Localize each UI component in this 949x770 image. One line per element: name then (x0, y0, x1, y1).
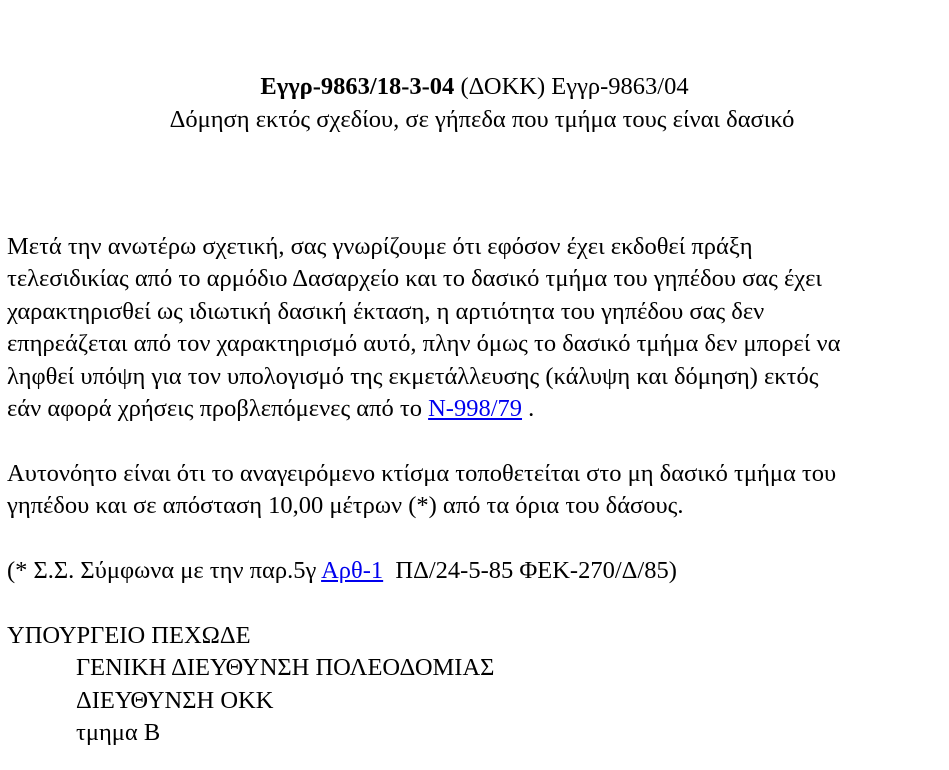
text-line: επηρεάζεται από τον χαρακτηρισμό αυτό, πλην όμως το δασικό τμήμα δεν μπορεί να (7, 330, 841, 358)
text-fragment: εάν αφορά χρήσεις προβλεπόμενες από το (7, 395, 429, 423)
article-link-arth-1[interactable]: Αρθ-1 (321, 557, 384, 585)
text-line: χαρακτηρισθεί ως ιδιωτική δασική έκταση, η αρτιότητα του γηπέδου σας δεν (7, 297, 765, 325)
directorate-name: ΔΙΕΥΘΥΝΣΗ ΟΚΚ (76, 686, 274, 714)
paragraph-building-placement (7, 458, 947, 523)
signature-block (7, 620, 947, 750)
text-line: τελεσιδικίας από το αρμόδιο Δασαρχείο και το δασικό τμήμα του γηπέδου σας έχει (7, 265, 822, 293)
text-line: Μετά την ανωτέρω σχετική, σας γνωρίζουμε ότι εφόσον έχει εκδοθεί πράξη (7, 233, 753, 260)
text-line: ληφθεί υπόψη για τον υπολογισμό της εκμετάλλευσης (κάλυψη και δόμηση) εκτός (7, 362, 819, 390)
paragraph-spacer (7, 425, 947, 457)
text-fragment: ΠΔ/24-5-85 ΦΕΚ-270/Δ/85) (383, 557, 677, 585)
document-subject: Δόμηση εκτός σχεδίου, σε γήπεδα που τμήμα τους είναι δασικό (169, 106, 795, 133)
paragraph-spacer (7, 523, 947, 555)
editor-note (7, 555, 947, 587)
text-fragment: (* Σ.Σ. Σύμφωνα με την παρ.5γ (7, 557, 322, 585)
document-reference-secondary: (ΔΟΚΚ) Εγγρ-9863/04 (454, 73, 689, 100)
text-fragment: . (522, 395, 535, 423)
paragraph-forest-status (7, 231, 947, 425)
document-reference: Εγγρ-9863/18-3-04 (260, 73, 455, 100)
law-link-n998-79[interactable]: Ν-998/79 (428, 395, 523, 423)
document-header (0, 70, 949, 136)
reference-line (0, 70, 949, 103)
text-line: Αυτονόητο είναι ότι το αναγειρόμενο κτίσμα τοποθετείται στο μη δασικό τμήμα του (7, 459, 837, 487)
section-name: τμημα Β (76, 719, 161, 747)
ministry-name: ΥΠΟΥΡΓΕΙΟ ΠΕΧΩΔΕ (7, 621, 251, 649)
directorate-general-name: ΓΕΝΙΚΗ ΔΙΕΥΘΥΝΣΗ ΠΟΛΕΟΔΟΜΙΑΣ (76, 654, 495, 682)
paragraph-spacer (7, 587, 947, 619)
document-body (7, 231, 947, 749)
text-line (7, 393, 947, 425)
text-line: γηπέδου και σε απόσταση 10,00 μέτρων (*) από τα όρια του δάσους. (7, 492, 684, 520)
